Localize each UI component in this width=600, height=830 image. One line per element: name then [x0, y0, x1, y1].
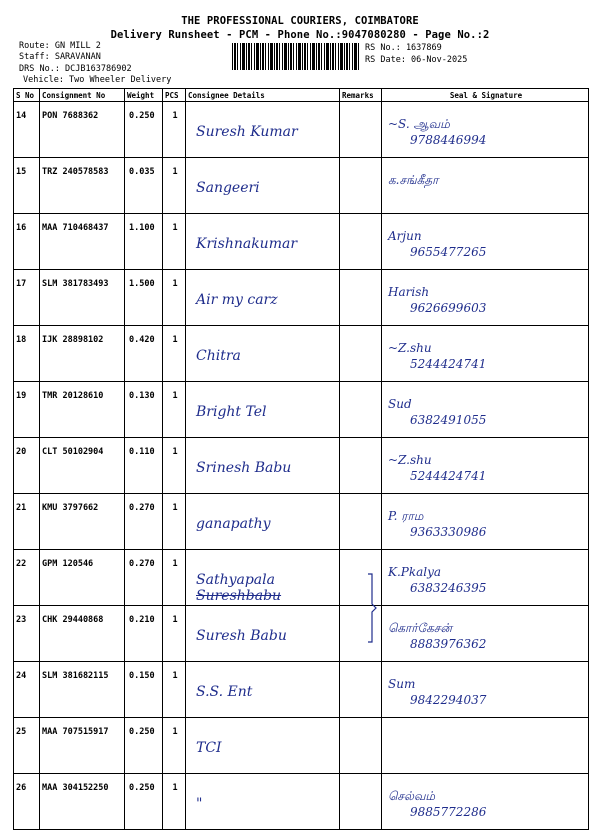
remarks-cell: [340, 438, 382, 494]
table-row: [14, 718, 589, 774]
signature-phone: 6382491055: [410, 413, 487, 427]
sno-cell: 16: [14, 214, 40, 270]
consignee-name: Chitra: [196, 348, 241, 364]
signature-phone: 6383246395: [410, 581, 487, 595]
signature-text: Sum: [388, 677, 416, 691]
remarks-cell: [340, 718, 382, 774]
signature-text: Harish: [388, 285, 430, 299]
sno-cell: 21: [14, 494, 40, 550]
consignment-cell: GPM 120546: [40, 550, 125, 606]
remarks-cell: [340, 382, 382, 438]
company-title: THE PROFESSIONAL COURIERS, COIMBATORE: [181, 15, 419, 27]
consignee-name: Srinesh Babu: [196, 460, 292, 476]
consignment-cell: CHK 29440868: [40, 606, 125, 662]
consignee-name: Sathyapala: [196, 572, 275, 588]
consignee-name: Air my carz: [196, 292, 278, 308]
runsheet-subtitle: Delivery Runsheet - PCM - Phone No.:9047080280 - Page No.:2: [110, 29, 490, 41]
consignment-cell: CLT 50102904: [40, 438, 125, 494]
signature-text: ~Z.shu: [388, 453, 432, 467]
consignee-name: Krishnakumar: [196, 236, 298, 252]
sno-cell: 18: [14, 326, 40, 382]
remarks-cell: [340, 662, 382, 718]
consignee-name: ganapathy: [196, 516, 271, 532]
pcs-cell: 1: [163, 718, 186, 774]
signature-phone: 5244424741: [410, 357, 487, 371]
consignee-struck: Sureshbabu: [196, 588, 282, 604]
weight-cell: 0.210: [125, 606, 163, 662]
sno-cell: 26: [14, 774, 40, 830]
consignee-cell: [186, 326, 340, 382]
pcs-cell: 1: [163, 774, 186, 830]
table-row: [14, 438, 589, 494]
consignee-cell: [186, 494, 340, 550]
consignee-name: Suresh Kumar: [196, 124, 298, 140]
consignee-cell: [186, 718, 340, 774]
table-row: [14, 102, 589, 158]
signature-text: செல்வம்: [388, 789, 436, 803]
signature-phone: 5244424741: [410, 469, 487, 483]
weight-cell: 0.250: [125, 718, 163, 774]
pcs-cell: 1: [163, 214, 186, 270]
pcs-cell: 1: [163, 270, 186, 326]
consignment-cell: KMU 3797662: [40, 494, 125, 550]
sno-cell: 14: [14, 102, 40, 158]
signature-text: Arjun: [388, 229, 422, 243]
consignee-cell: [186, 662, 340, 718]
signature-cell: [382, 214, 589, 270]
remarks-cell: [340, 270, 382, 326]
table-row: [14, 270, 589, 326]
signature-text: ~S. ஆவம்: [388, 117, 450, 131]
weight-cell: 0.035: [125, 158, 163, 214]
sno-cell: 24: [14, 662, 40, 718]
consignee-name: TCI: [196, 740, 222, 756]
pcs-cell: 1: [163, 606, 186, 662]
consignment-cell: SLM 381682115: [40, 662, 125, 718]
consignment-cell: TRZ 240578583: [40, 158, 125, 214]
remarks-cell: [340, 102, 382, 158]
consignee-cell: [186, 214, 340, 270]
col-header-pcs: PCS: [163, 89, 186, 102]
signature-phone: 9788446994: [410, 133, 487, 147]
consignment-cell: PON 7688362: [40, 102, 125, 158]
signature-cell: [382, 606, 589, 662]
signature-cell: [382, 102, 589, 158]
signature-text: Sud: [388, 397, 412, 411]
table-row: [14, 774, 589, 830]
table-header-row: [14, 89, 589, 102]
consignment-cell: TMR 20128610: [40, 382, 125, 438]
signature-cell: [382, 382, 589, 438]
table-row: [14, 606, 589, 662]
pcs-cell: 1: [163, 158, 186, 214]
col-header-consignment: Consignment No: [40, 89, 125, 102]
weight-cell: 0.150: [125, 662, 163, 718]
bracket-mark: [366, 572, 378, 644]
barcode: [232, 43, 360, 70]
pcs-cell: 1: [163, 382, 186, 438]
table-row: [14, 326, 589, 382]
consignee-name: S.S. Ent: [196, 684, 253, 700]
signature-text: K.Pkalya: [388, 565, 442, 579]
signature-text: P. ராம: [388, 509, 424, 523]
table-row: [14, 494, 589, 550]
remarks-cell: [340, 774, 382, 830]
table-row: [14, 158, 589, 214]
signature-cell: [382, 718, 589, 774]
consignment-cell: MAA 710468437: [40, 214, 125, 270]
sno-cell: 23: [14, 606, 40, 662]
table-row: [14, 214, 589, 270]
consignment-cell: MAA 304152250: [40, 774, 125, 830]
consignee-cell: [186, 102, 340, 158]
signature-cell: [382, 270, 589, 326]
remarks-cell: [340, 214, 382, 270]
signature-cell: [382, 438, 589, 494]
staff-label: Staff: SARAVANAN: [19, 52, 101, 62]
signature-text: ~Z.shu: [388, 341, 432, 355]
col-header-remarks: Remarks: [340, 89, 382, 102]
runsheet-table: [13, 88, 589, 830]
consignee-name: Sangeeri: [196, 180, 260, 196]
consignee-cell: [186, 606, 340, 662]
remarks-cell: [340, 494, 382, 550]
consignee-cell: [186, 158, 340, 214]
pcs-cell: 1: [163, 102, 186, 158]
weight-cell: 0.250: [125, 102, 163, 158]
consignee-cell: [186, 382, 340, 438]
col-header-sno: S No: [14, 89, 40, 102]
sno-cell: 15: [14, 158, 40, 214]
consignee-cell: [186, 270, 340, 326]
weight-cell: 0.420: [125, 326, 163, 382]
signature-phone: 9626699603: [410, 301, 487, 315]
consignment-cell: IJK 28898102: [40, 326, 125, 382]
signature-phone: 9655477265: [410, 245, 487, 259]
table-row: [14, 382, 589, 438]
weight-cell: 0.130: [125, 382, 163, 438]
sno-cell: 20: [14, 438, 40, 494]
pcs-cell: 1: [163, 550, 186, 606]
signature-phone: 9885772286: [410, 805, 487, 819]
drs-number: DRS No.: DCJB163786902: [19, 64, 132, 74]
col-header-consignee: Consignee Details: [186, 89, 340, 102]
rs-number: RS No.: 1637869: [365, 43, 442, 53]
remarks-cell: [340, 326, 382, 382]
weight-cell: 1.100: [125, 214, 163, 270]
remarks-cell: [340, 158, 382, 214]
signature-text: க.சங்கீதா: [388, 173, 439, 187]
vehicle-label: Vehicle: Two Wheeler Delivery: [23, 75, 172, 85]
signature-cell: [382, 494, 589, 550]
consignee-cell: [186, 550, 340, 606]
signature-phone: 8883976362: [410, 637, 487, 651]
sno-cell: 19: [14, 382, 40, 438]
consignee-name: ": [196, 796, 203, 812]
signature-cell: [382, 774, 589, 830]
col-header-weight: Weight: [125, 89, 163, 102]
consignee-name: Suresh Babu: [196, 628, 287, 644]
weight-cell: 0.250: [125, 774, 163, 830]
weight-cell: 1.500: [125, 270, 163, 326]
pcs-cell: 1: [163, 494, 186, 550]
consignee-cell: [186, 774, 340, 830]
sno-cell: 25: [14, 718, 40, 774]
consignee-cell: [186, 438, 340, 494]
sno-cell: 22: [14, 550, 40, 606]
weight-cell: 0.110: [125, 438, 163, 494]
table-row: [14, 550, 589, 606]
pcs-cell: 1: [163, 326, 186, 382]
col-header-signature: Seal & Signature: [382, 89, 589, 102]
signature-cell: [382, 550, 589, 606]
pcs-cell: 1: [163, 438, 186, 494]
pcs-cell: 1: [163, 662, 186, 718]
signature-cell: [382, 662, 589, 718]
weight-cell: 0.270: [125, 494, 163, 550]
weight-cell: 0.270: [125, 550, 163, 606]
sno-cell: 17: [14, 270, 40, 326]
consignment-cell: MAA 707515917: [40, 718, 125, 774]
signature-cell: [382, 158, 589, 214]
rs-date: RS Date: 06-Nov-2025: [365, 55, 468, 65]
consignee-name: Bright Tel: [196, 404, 267, 420]
table-row: [14, 662, 589, 718]
route-label: Route: GN MILL 2: [19, 41, 101, 51]
signature-phone: 9842294037: [410, 693, 487, 707]
signature-text: கொர்கேசன்: [388, 621, 453, 635]
signature-phone: 9363330986: [410, 525, 487, 539]
signature-cell: [382, 326, 589, 382]
consignment-cell: SLM 381783493: [40, 270, 125, 326]
